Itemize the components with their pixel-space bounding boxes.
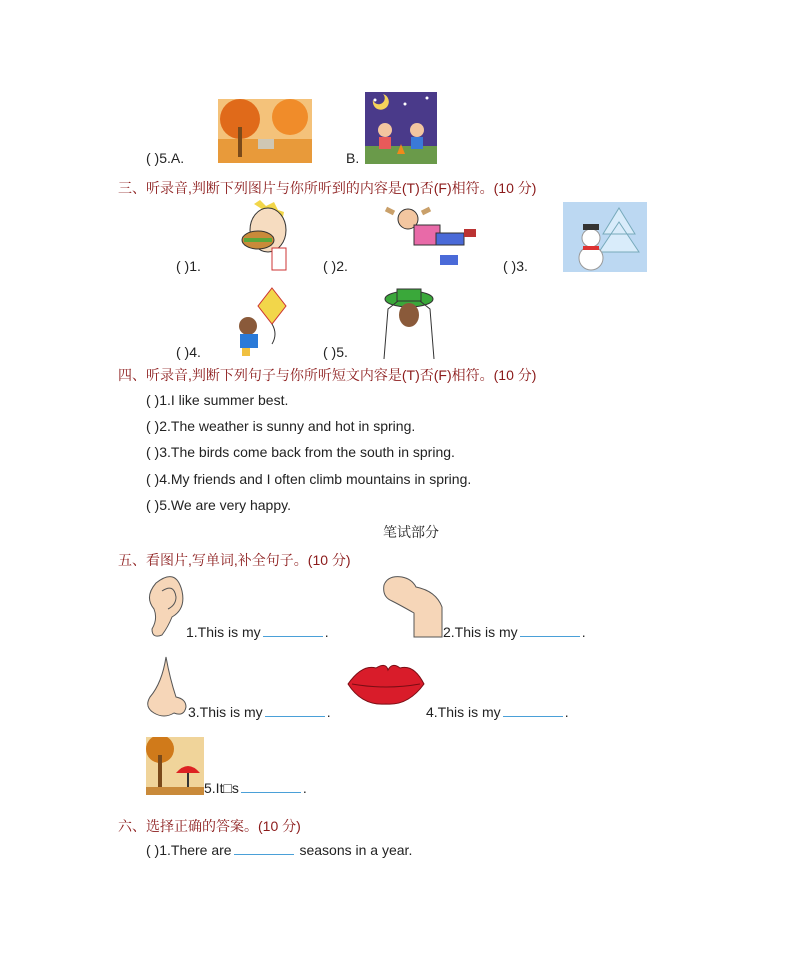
s4-item-1: ( )1.I like summer best. [146,392,289,408]
s3-item-2: ( )2. [323,258,348,274]
s6-item-1-suffix: seasons in a year. [299,842,413,858]
s3-item-3: ( )3. [503,258,528,274]
s6-item-1 [146,842,412,858]
s6-answer-blank-1[interactable] [234,842,294,855]
section5-heading: 五、看图片,写单词,补全句子。(10 分) [118,552,351,568]
written-part-title: 笔试部分 [383,524,439,540]
s5-period-1: . [324,624,329,640]
autumn-park-picture [218,99,312,163]
s5-item-5 [204,780,307,796]
s5-item-1 [186,624,329,640]
arm-picture [380,573,444,639]
s5-period-2: . [581,624,586,640]
man-holding-hat-picture [380,285,438,359]
boy-eating-burger-picture [234,200,296,272]
s5-answer-blank-3[interactable] [265,704,325,717]
autumn-umbrella-picture [146,737,204,795]
s5-item-2 [443,624,586,640]
s5-item-2-label: 2.This is my [443,624,518,640]
girl-falling-picture [380,203,480,273]
snowman-tree-picture [563,202,647,272]
s3-item-4: ( )4. [176,344,201,360]
s3-item-5: ( )5. [323,344,348,360]
lips-picture [346,662,426,706]
section6-heading: 六、选择正确的答案。(10 分) [118,818,301,834]
s5-item-3 [188,704,331,720]
ear-picture [146,573,186,639]
nose-picture [146,655,188,719]
s5-item-4-label: 4.This is my [426,704,501,720]
s4-item-5: ( )5.We are very happy. [146,497,291,513]
s5-item-3-label: 3.This is my [188,704,263,720]
s6-item-1-prefix: ( )1.There are [146,842,232,858]
section3-heading: 三、听录音,判断下列图片与你所听到的内容是(T)否(F)相符。(10 分) [118,180,537,196]
s4-item-3: ( )3.The birds come back from the south in spring. [146,444,455,460]
s5-item-1-label: 1.This is my [186,624,261,640]
s3-item-1: ( )1. [176,258,201,274]
s4-item-2: ( )2.The weather is sunny and hot in spring. [146,418,416,434]
s5-answer-blank-4[interactable] [503,704,563,717]
s5-period-4: . [564,704,569,720]
q5-option-b: B. [346,150,360,166]
s5-answer-blank-5[interactable] [241,780,301,793]
s5-item-4 [426,704,569,720]
s5-item-5-label: 5.It□s [204,780,239,796]
s5-answer-blank-2[interactable] [520,624,580,637]
s5-period-5: . [302,780,307,796]
section4-heading: 四、听录音,判断下列句子与你所听短文内容是(T)否(F)相符。(10 分) [118,367,537,383]
q5-option-a: ( )5.A. [146,150,185,166]
s5-period-3: . [326,704,331,720]
s5-answer-blank-1[interactable] [263,624,323,637]
night-campfire-picture [365,92,437,164]
s4-item-4: ( )4.My friends and I often climb mountains in spring. [146,471,472,487]
boy-with-kite-picture [232,286,294,358]
